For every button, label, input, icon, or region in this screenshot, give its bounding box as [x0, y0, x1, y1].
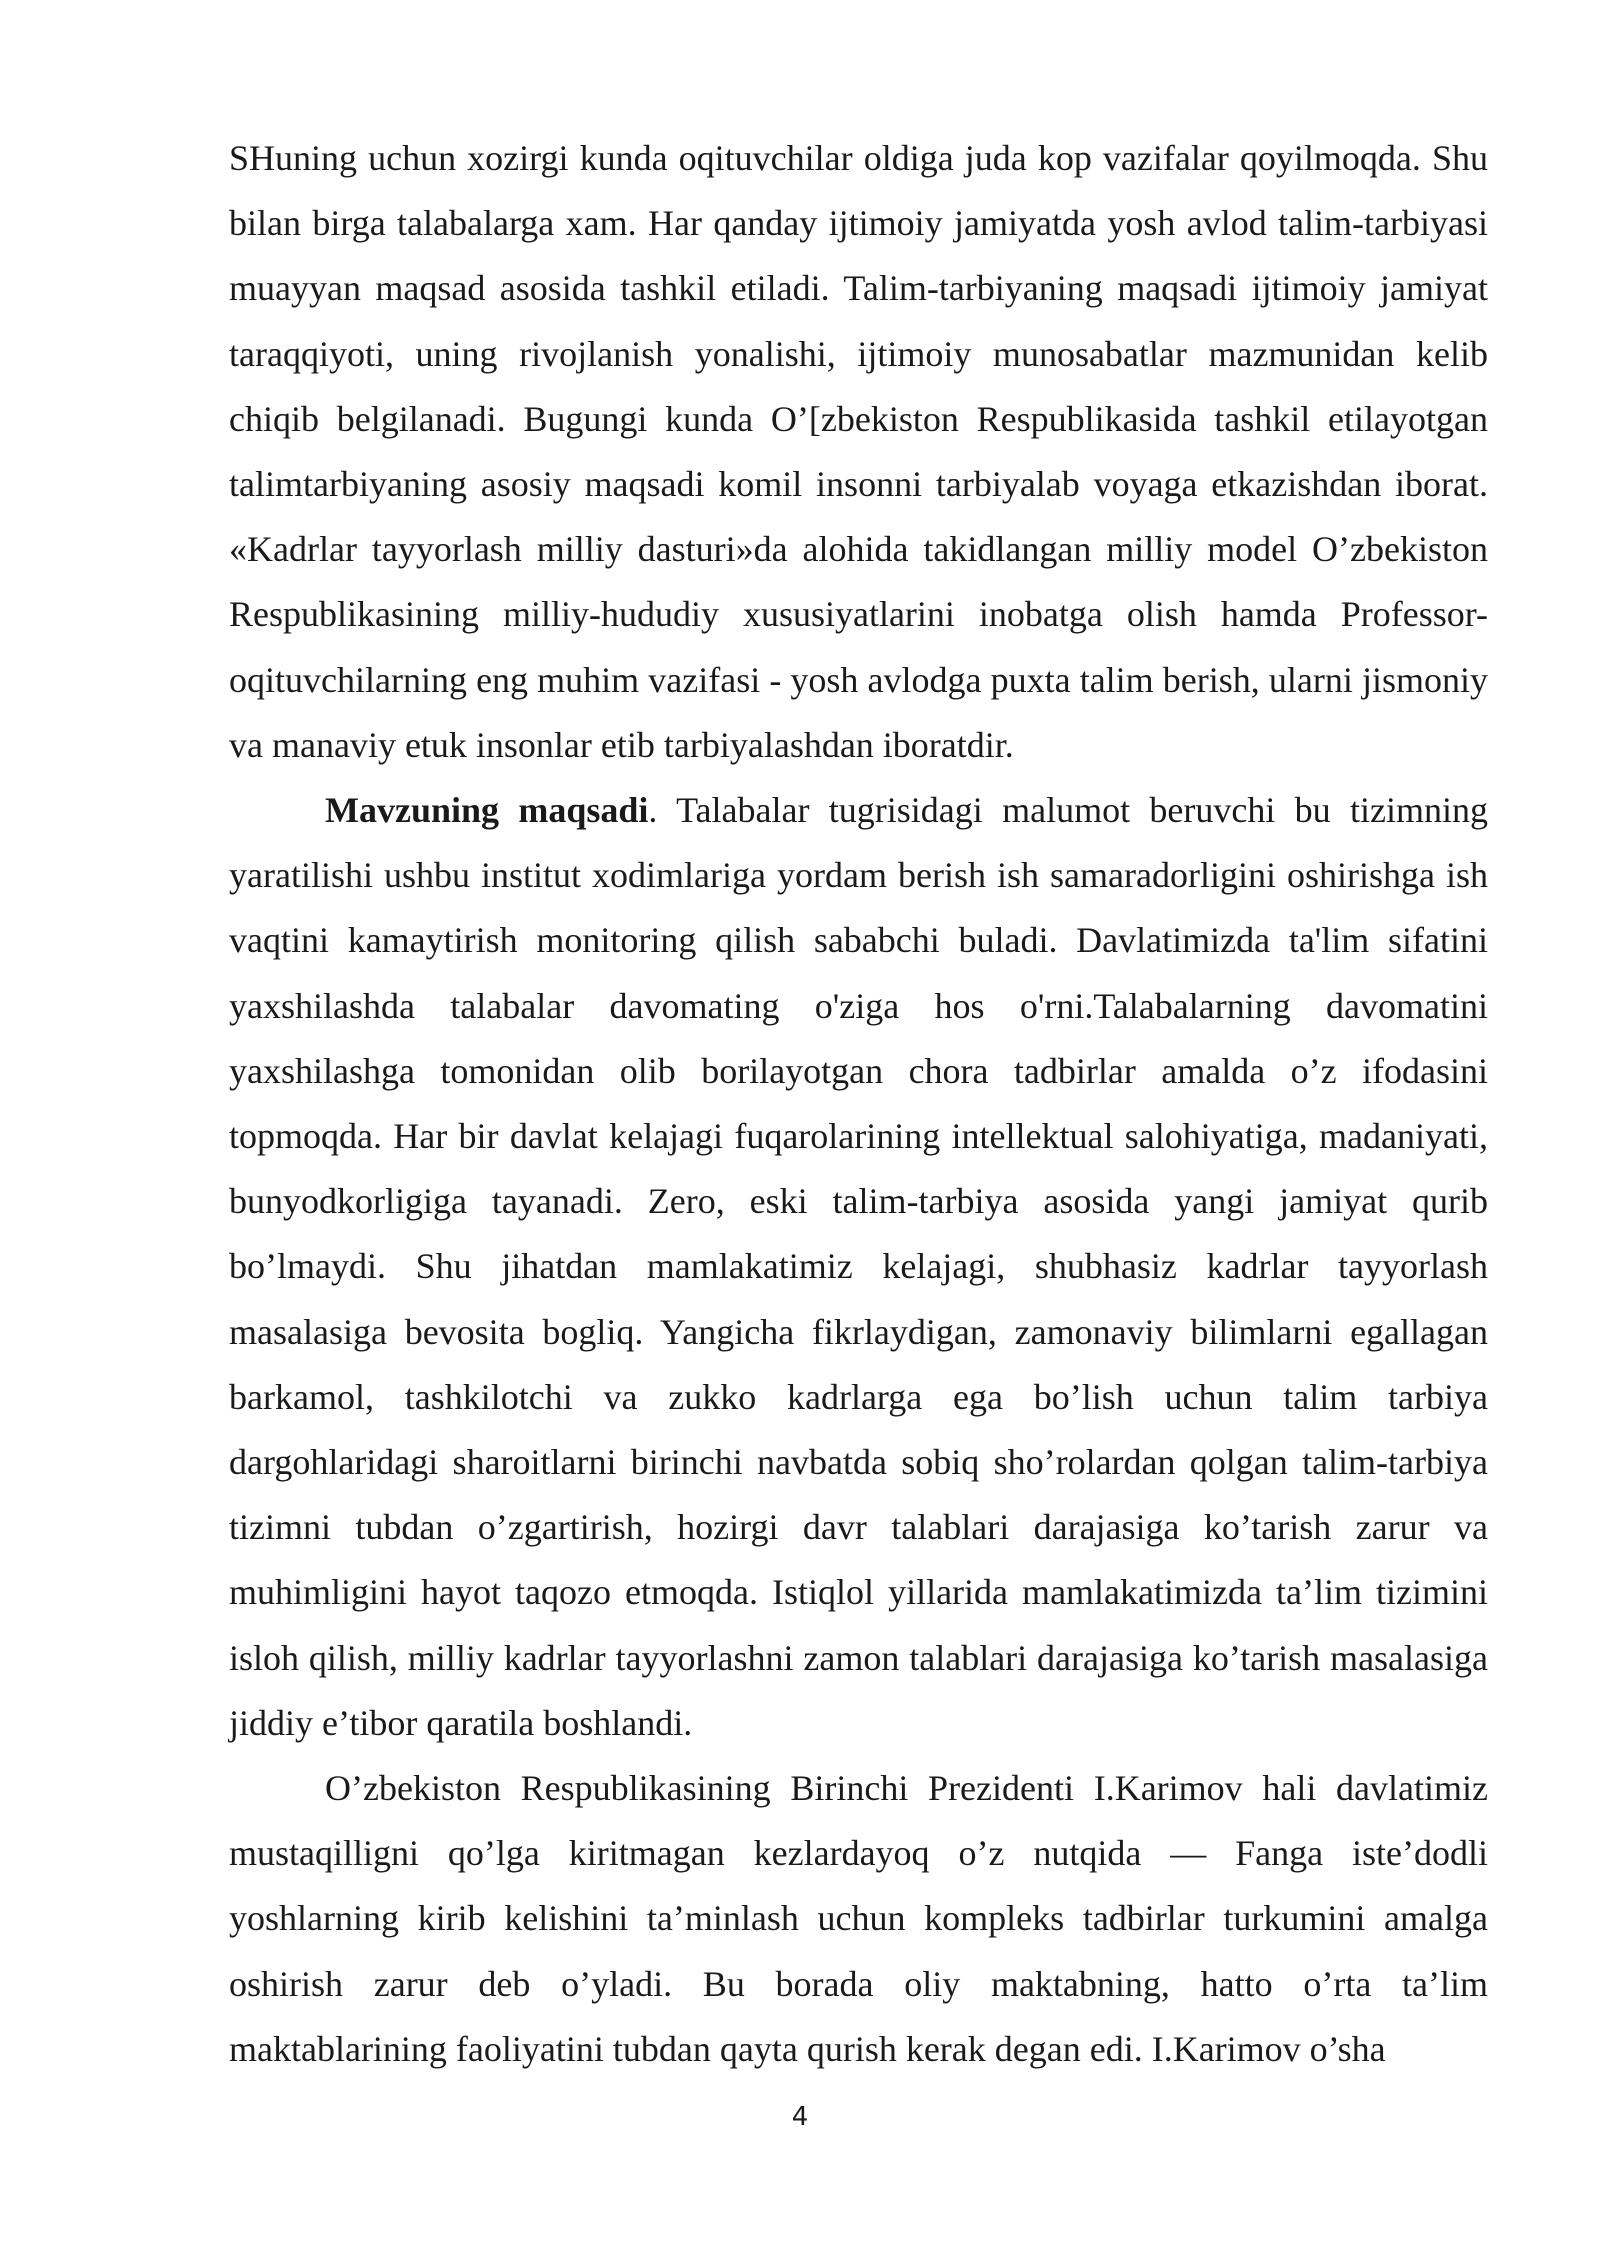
- paragraph-3: O’zbekiston Respublikasining Birinchi Prezidenti I.Karimov hali davlatimiz mustaqilligni qo’lga kiritmagan kezlardayoq o’z nutqida — Fanga iste’dodli yoshlarning kirib kelishini ta’minlash uchun kompleks tadbirlar turkumini amalga oshirish zarur deb o’yladi. Bu borada oliy maktabning, hatto o’rta ta’lim maktablarining faoliyatini tubdan qayta qurish kerak degan edi. I.Karimov o’sha: [229, 1768, 1488, 2069]
- section-heading: Mavzuning maqsadi: [325, 790, 649, 831]
- paragraph-1: SHuning uchun xozirgi kunda oqituvchilar oldiga juda kop vazifalar qoyilmoqda. Shu bilan birga talabalarga xam. Har qanday ijtimoiy jamiyatda yosh avlod talim-tarbiyasi muayyan maqsad asosida tashkil etiladi. Talim-tarbiyaning maqsadi ijtimoiy jamiyat taraqqiyoti, uning rivojlanish yonalishi, ijtimoiy munosabatlar mazmunidan kelib chiqib belgilanadi. Bugungi kunda O’[zbekiston Respublikasida tashkil etilayotgan talimtarbiyaning asosiy maqsadi komil insonni tarbiyalab voyaga etkazishdan iborat. «Kadrlar tayyorlash milliy dasturi»da alohida takidlangan milliy model O’zbekiston Respublikasining milliy-hududiy xususiyatlarini inobatga olish hamda Professor-oqituvchilarning eng muhim vazifasi - yosh avlodga puxta talim berish, ularni jismoniy va manaviy etuk insonlar etib tarbiyalashdan iboratdir.: [229, 138, 1488, 765]
- page-number: 4: [791, 2102, 809, 2132]
- paragraph-2: [229, 778, 1488, 1756]
- body-text: [229, 126, 1488, 2082]
- paragraph-2-body: . Talabalar tugrisidagi malumot beruvchi bu tizimning yaratilishi ushbu institut xodimlariga yordam berish ish samaradorligini oshirishga ish vaqtini kamaytirish monitoring qilish sababchi buladi. Davlatimizda ta'lim sifatini yaxshilashda talabalar davomating o'ziga hos o'rni.Talabalarning davomatini yaxshilashga tomonidan olib borilayotgan chora tadbirlar amalda o’z ifodasini topmoqda. Har bir davlat kelajagi fuqarolarining intellektual salohiyatiga, madaniyati, bunyodkorligiga tayanadi. Zero, eski talim-tarbiya asosida yangi jamiyat qurib bo’lmaydi. Shu jihatdan mamlakatimiz kelajagi, shubhasiz kadrlar tayyorlash masalasiga bevosita bogliq. Yangicha fikrlaydigan, zamonaviy bilimlarni egallagan barkamol, tashkilotchi va zukko kadrlarga ega bo’lish uchun talim tarbiya dargohlaridagi sharoitlarni birinchi navbatda sobiq sho’rolardan qolgan talim-tarbiya tizimni tubdan o’zgartirish, hozirgi davr talablari darajasiga ko’tarish zarur va muhimligini hayot taqozo etmoqda. Istiqlol yillarida mamlakatimizda ta’lim tizimini isloh qilish, milliy kadrlar tayyorlashni zamon talablari darajasiga ko’tarish masalasiga jiddiy e’tibor qaratila boshlandi.: [229, 790, 1489, 1743]
